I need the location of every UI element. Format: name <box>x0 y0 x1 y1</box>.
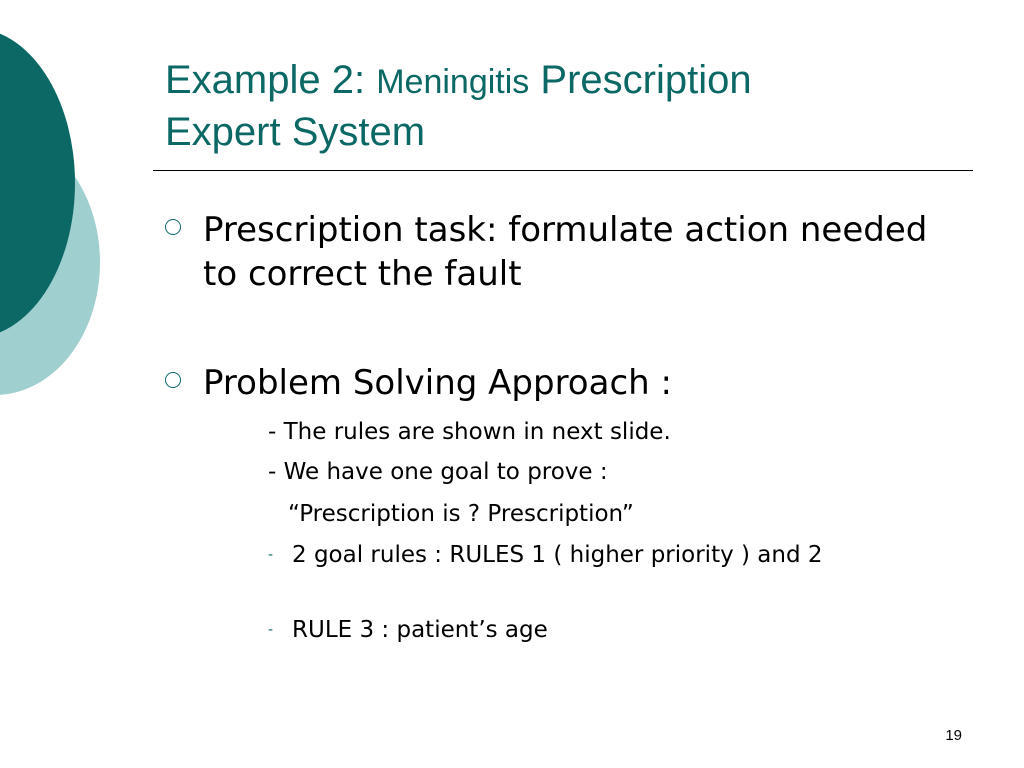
bullet-text: Prescription task: formulate action needed to correct the fault <box>203 210 928 294</box>
dash-item-text: RULE 3 : patient’s age <box>292 617 548 643</box>
title-part-1: Example 2: <box>165 58 377 102</box>
subitem-rules-shown: - The rules are shown in next slide. <box>268 419 671 445</box>
bullet-text: Problem Solving Approach : <box>203 363 672 403</box>
hollow-circle-bullet-icon <box>165 372 181 388</box>
bullet-prescription-task <box>165 208 955 296</box>
bullet-problem-solving <box>165 361 955 405</box>
hollow-circle-bullet-icon <box>165 219 181 235</box>
dash-bullet-icon: - <box>268 622 274 638</box>
dash-item-text: 2 goal rules : RULES 1 ( higher priority ) and 2 <box>292 542 823 568</box>
title-part-2: Meningitis <box>376 63 530 101</box>
title-line-2: Expert System <box>165 110 426 154</box>
title-divider <box>153 170 973 171</box>
dash-item-goal-rules <box>268 539 948 572</box>
subitem-one-goal: - We have one goal to prove : <box>268 459 608 485</box>
slide-title <box>165 55 965 157</box>
title-part-3: Prescription <box>529 58 752 102</box>
subitem-goal-statement: “Prescription is ? Prescription” <box>288 501 634 527</box>
title-line-1 <box>165 55 965 107</box>
page-number: 19 <box>945 727 962 744</box>
dash-item-rule-3 <box>268 614 948 647</box>
dash-bullet-icon: - <box>268 547 274 563</box>
